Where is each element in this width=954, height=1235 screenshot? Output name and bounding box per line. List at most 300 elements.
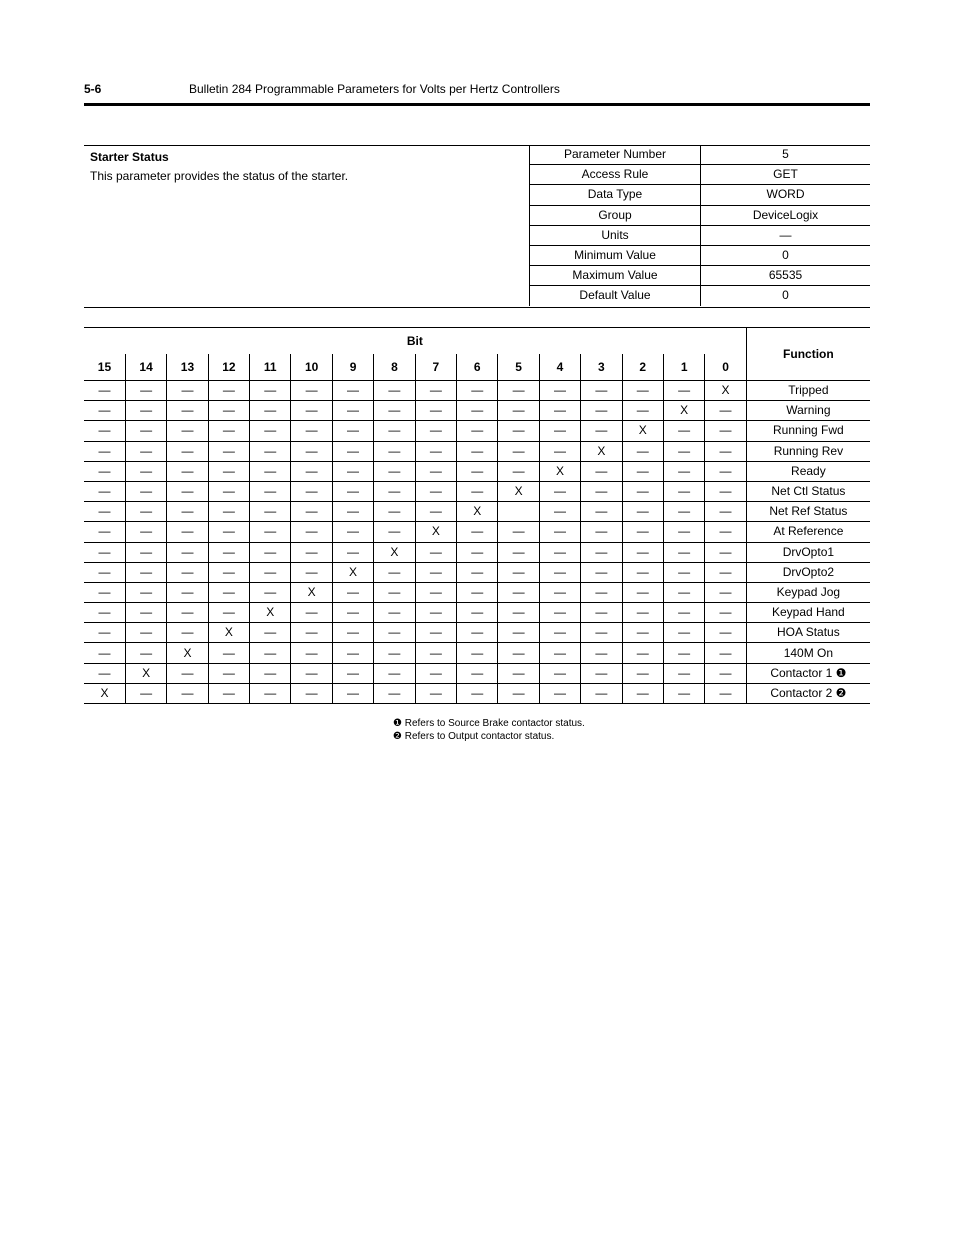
bit-cell: — — [663, 643, 704, 663]
bit-cell: X — [581, 441, 622, 461]
bit-cell: — — [457, 401, 498, 421]
footnote-1: ❶ Refers to Source Brake contactor status. — [393, 718, 585, 729]
bit-cell: — — [374, 502, 415, 522]
bit-cell: — — [498, 623, 539, 643]
property-value: 0 — [701, 245, 871, 265]
bit-cell: — — [332, 522, 373, 542]
table-row — [84, 643, 870, 663]
bit-cell: — — [84, 623, 125, 643]
property-value: GET — [701, 165, 871, 185]
bit-cell: — — [208, 441, 249, 461]
bit-cell: — — [663, 421, 704, 441]
bit-number: 11 — [250, 354, 291, 381]
property-value: DeviceLogix — [701, 205, 871, 225]
bit-cell: — — [332, 421, 373, 441]
bit-cell: — — [415, 643, 456, 663]
table-row — [84, 542, 870, 562]
bit-cell: — — [622, 623, 663, 643]
function-cell: Net Ctl Status — [746, 481, 870, 501]
bit-cell: — — [125, 461, 166, 481]
bit-cell: — — [498, 421, 539, 441]
bit-cell: — — [415, 461, 456, 481]
bit-cell: — — [125, 421, 166, 441]
property-label: Maximum Value — [530, 266, 701, 286]
bit-cell: — — [332, 381, 373, 401]
bit-cell: — — [208, 401, 249, 421]
bit-cell: — — [374, 461, 415, 481]
bit-cell: — — [539, 562, 580, 582]
footnotes — [393, 718, 585, 743]
bit-cell: — — [167, 481, 208, 501]
bit-cell: — — [539, 441, 580, 461]
table-row — [84, 381, 870, 401]
bit-cell: — — [374, 582, 415, 602]
bit-cell: — — [291, 421, 332, 441]
bit-cell: X — [374, 542, 415, 562]
bit-cell: — — [622, 663, 663, 683]
bit-cell: — — [457, 542, 498, 562]
bit-cell: — — [622, 542, 663, 562]
property-label: Default Value — [530, 286, 701, 306]
bit-cell: — — [374, 401, 415, 421]
bit-cell: — — [581, 683, 622, 703]
bit-cell: — — [84, 441, 125, 461]
bit-cell: — — [84, 461, 125, 481]
function-header: Function — [746, 328, 870, 381]
bit-cell: — — [705, 401, 746, 421]
bit-cell: — — [374, 603, 415, 623]
bit-cell: — — [250, 623, 291, 643]
bit-cell: — — [663, 542, 704, 562]
bit-cell: — — [705, 603, 746, 623]
bit-cell: — — [539, 401, 580, 421]
bit-cell: — — [125, 381, 166, 401]
bit-cell: — — [415, 381, 456, 401]
property-label: Parameter Number — [530, 145, 701, 165]
bit-cell: — — [457, 603, 498, 623]
bit-cell: — — [705, 421, 746, 441]
table-row — [84, 502, 870, 522]
bit-cell: — — [539, 643, 580, 663]
bit-cell: — — [622, 381, 663, 401]
function-cell: DrvOpto2 — [746, 562, 870, 582]
bit-cell: — — [291, 683, 332, 703]
bit-cell: — — [250, 522, 291, 542]
bit-number: 7 — [415, 354, 456, 381]
bit-cell: — — [250, 643, 291, 663]
bit-cell: — — [498, 683, 539, 703]
bit-cell: — — [125, 441, 166, 461]
bit-cell: — — [415, 481, 456, 501]
page-header — [84, 80, 870, 104]
bit-cell: — — [208, 522, 249, 542]
bit-cell: — — [457, 441, 498, 461]
property-value: 65535 — [701, 266, 871, 286]
bit-cell: X — [457, 502, 498, 522]
bit-cell: — — [332, 623, 373, 643]
function-cell: Contactor 2 ❷ — [746, 683, 870, 703]
bit-cell: — — [498, 522, 539, 542]
bit-cell: — — [84, 562, 125, 582]
bit-cell: — — [291, 663, 332, 683]
bit-cell: X — [663, 401, 704, 421]
bit-cell: — — [663, 461, 704, 481]
bit-cell: — — [167, 582, 208, 602]
parameter-description: This parameter provides the status of the starter. — [90, 169, 349, 183]
property-value: 0 — [782, 288, 789, 303]
bit-cell: — — [539, 481, 580, 501]
bit-cell: — — [415, 562, 456, 582]
bit-cell: — — [374, 441, 415, 461]
bit-cell: — — [332, 542, 373, 562]
property-row — [530, 225, 871, 245]
bit-cell: — — [622, 562, 663, 582]
parameter-properties-table — [529, 145, 870, 306]
bit-cell: — — [539, 381, 580, 401]
bit-number: 10 — [291, 354, 332, 381]
bit-number: 1 — [663, 354, 704, 381]
bit-cell: — — [663, 562, 704, 582]
bit-cell: — — [291, 401, 332, 421]
bit-cell: — — [581, 421, 622, 441]
bit-cell: — — [125, 562, 166, 582]
bit-cell: — — [581, 582, 622, 602]
function-cell: Running Rev — [746, 441, 870, 461]
bit-cell — [498, 502, 539, 522]
bit-cell: — — [581, 603, 622, 623]
bit-cell: — — [84, 542, 125, 562]
bit-cell: — — [250, 461, 291, 481]
bit-cell: — — [167, 542, 208, 562]
bit-cell: — — [539, 623, 580, 643]
bit-cell: — — [291, 522, 332, 542]
bit-cell: — — [663, 603, 704, 623]
bit-cell: — — [374, 623, 415, 643]
bit-cell: — — [498, 643, 539, 663]
bit-number: 4 — [539, 354, 580, 381]
bit-cell: — — [125, 502, 166, 522]
bit-cell: — — [84, 502, 125, 522]
bit-cell: — — [415, 623, 456, 643]
bit-cell: — — [291, 461, 332, 481]
bit-cell: — — [705, 663, 746, 683]
property-row — [530, 286, 871, 306]
bit-cell: X — [622, 421, 663, 441]
bit-cell: — — [167, 683, 208, 703]
function-cell: 140M On — [746, 643, 870, 663]
bit-cell: — — [539, 542, 580, 562]
bit-cell: — — [167, 381, 208, 401]
bit-cell: — — [663, 441, 704, 461]
bit-cell: — — [457, 562, 498, 582]
bit-cell: — — [208, 421, 249, 441]
bit-cell: — — [291, 441, 332, 461]
bit-number: 8 — [374, 354, 415, 381]
bit-cell: — — [705, 562, 746, 582]
bit-cell: — — [208, 643, 249, 663]
bit-cell: — — [374, 522, 415, 542]
bit-cell: — — [167, 421, 208, 441]
table-row — [84, 623, 870, 643]
bit-cell: X — [291, 582, 332, 602]
bit-cell: — — [498, 401, 539, 421]
bit-cell: — — [167, 663, 208, 683]
bit-cell: — — [250, 582, 291, 602]
bit-cell: — — [498, 461, 539, 481]
property-label: Group — [530, 205, 701, 225]
bit-cell: X — [705, 381, 746, 401]
function-cell: Ready — [746, 461, 870, 481]
bit-cell: — — [332, 441, 373, 461]
bit-cell: — — [498, 542, 539, 562]
bit-cell: — — [167, 441, 208, 461]
bit-number: 13 — [167, 354, 208, 381]
bit-cell: X — [498, 481, 539, 501]
table-row — [84, 441, 870, 461]
bit-cell: — — [581, 663, 622, 683]
bit-cell: — — [250, 502, 291, 522]
bit-cell: — — [167, 623, 208, 643]
bit-cell: — — [250, 481, 291, 501]
bit-cell: X — [539, 461, 580, 481]
property-value: 5 — [701, 145, 871, 165]
bit-cell: — — [291, 502, 332, 522]
bit-cell: X — [415, 522, 456, 542]
bit-cell: — — [539, 502, 580, 522]
property-row — [530, 145, 871, 165]
bit-cell: X — [125, 663, 166, 683]
bit-cell: — — [415, 421, 456, 441]
bit-cell: X — [208, 623, 249, 643]
table-row — [84, 401, 870, 421]
parameter-block — [84, 145, 870, 308]
table-row — [84, 481, 870, 501]
bit-cell: — — [705, 481, 746, 501]
bit-cell: — — [208, 461, 249, 481]
bit-cell: — — [332, 461, 373, 481]
bit-cell: — — [125, 582, 166, 602]
bit-cell: — — [663, 481, 704, 501]
bit-cell: — — [291, 603, 332, 623]
bit-cell: — — [250, 401, 291, 421]
bit-cell: — — [167, 562, 208, 582]
bit-cell: — — [705, 441, 746, 461]
property-row — [530, 185, 871, 205]
bit-cell: X — [332, 562, 373, 582]
bit-cell: — — [250, 663, 291, 683]
table-row — [84, 461, 870, 481]
bit-cell: — — [332, 401, 373, 421]
bit-cell: — — [374, 562, 415, 582]
function-cell: Contactor 1 ❶ — [746, 663, 870, 683]
bit-number: 5 — [498, 354, 539, 381]
footnote-2: ❷ Refers to Output contactor status. — [393, 730, 555, 742]
bit-cell: — — [705, 542, 746, 562]
property-label: Data Type — [530, 185, 701, 205]
table-row — [84, 663, 870, 683]
bit-cell: — — [622, 481, 663, 501]
bit-cell: — — [291, 481, 332, 501]
bit-cell: — — [374, 663, 415, 683]
bit-cell: — — [581, 502, 622, 522]
bit-cell: — — [457, 461, 498, 481]
bit-number: 3 — [581, 354, 622, 381]
bit-cell: — — [663, 663, 704, 683]
bit-cell: — — [415, 663, 456, 683]
bit-cell: — — [125, 603, 166, 623]
bit-cell: — — [622, 603, 663, 623]
bit-cell: X — [167, 643, 208, 663]
bit-cell: — — [457, 643, 498, 663]
bit-cell: — — [291, 623, 332, 643]
bit-cell: — — [125, 522, 166, 542]
bit-cell: — — [291, 643, 332, 663]
bit-cell: — — [415, 683, 456, 703]
bit-cell: X — [84, 683, 125, 703]
bit-cell: — — [167, 502, 208, 522]
bit-cell: — — [581, 401, 622, 421]
bit-cell: — — [332, 582, 373, 602]
property-row — [530, 205, 871, 225]
bit-cell: — — [663, 522, 704, 542]
bit-cell: — — [84, 401, 125, 421]
bit-cell: — — [539, 421, 580, 441]
function-cell: Net Ref Status — [746, 502, 870, 522]
property-label: Minimum Value — [530, 245, 701, 265]
bit-cell: — — [498, 441, 539, 461]
bit-cell: — — [250, 441, 291, 461]
function-cell: Tripped — [746, 381, 870, 401]
bit-cell: — — [498, 603, 539, 623]
bit-cell: — — [332, 643, 373, 663]
function-cell: HOA Status — [746, 623, 870, 643]
function-cell: DrvOpto1 — [746, 542, 870, 562]
table-row — [84, 522, 870, 542]
function-cell: Warning — [746, 401, 870, 421]
bit-cell: — — [705, 683, 746, 703]
bit-cell: — — [581, 381, 622, 401]
bit-cell: — — [415, 502, 456, 522]
function-cell: Keypad Jog — [746, 582, 870, 602]
property-value: WORD — [701, 185, 871, 205]
bit-cell: — — [332, 603, 373, 623]
bit-cell: — — [705, 522, 746, 542]
bit-cell: — — [84, 582, 125, 602]
bit-cell: — — [208, 663, 249, 683]
bit-cell: — — [539, 522, 580, 542]
property-row — [530, 266, 871, 286]
running-title: Bulletin 284 Programmable Parameters for Volts per Hertz Controllers — [189, 82, 560, 96]
function-cell: At Reference — [746, 522, 870, 542]
bit-cell: — — [250, 381, 291, 401]
bit-cell: — — [457, 421, 498, 441]
bit-cell: — — [84, 603, 125, 623]
bit-cell: — — [581, 461, 622, 481]
bit-cell: — — [208, 481, 249, 501]
bit-cell: — — [208, 502, 249, 522]
bit-cell: — — [84, 481, 125, 501]
bit-cell: — — [125, 401, 166, 421]
bit-cell: — — [581, 562, 622, 582]
bit-cell: — — [581, 623, 622, 643]
bit-cell: — — [374, 683, 415, 703]
bit-number: 6 — [457, 354, 498, 381]
bit-cell: — — [457, 522, 498, 542]
bit-cell: — — [705, 461, 746, 481]
bit-cell: — — [663, 502, 704, 522]
header-rule — [84, 103, 870, 106]
bit-number: 12 — [208, 354, 249, 381]
bit-cell: — — [705, 643, 746, 663]
table-row — [84, 421, 870, 441]
function-cell: Running Fwd — [746, 421, 870, 441]
bit-cell: — — [125, 623, 166, 643]
bit-cell: — — [84, 421, 125, 441]
bit-cell: — — [208, 582, 249, 602]
bit-cell: — — [167, 522, 208, 542]
bit-cell: — — [457, 683, 498, 703]
property-row — [530, 165, 871, 185]
property-label: Access Rule — [530, 165, 701, 185]
bit-cell: — — [539, 603, 580, 623]
bit-number: 9 — [332, 354, 373, 381]
bit-cell: — — [622, 582, 663, 602]
bit-cell: — — [622, 461, 663, 481]
bit-cell: — — [167, 603, 208, 623]
bit-cell: — — [374, 643, 415, 663]
bit-cell: — — [374, 381, 415, 401]
bit-header: Bit — [84, 328, 746, 355]
bit-cell: — — [663, 683, 704, 703]
bit-cell: — — [84, 643, 125, 663]
table-row — [84, 683, 870, 703]
bit-cell: — — [291, 542, 332, 562]
bit-cell: — — [208, 381, 249, 401]
bit-cell: — — [84, 381, 125, 401]
parameter-name: Starter Status — [90, 150, 169, 164]
property-row — [530, 245, 871, 265]
bit-cell: — — [208, 562, 249, 582]
bit-cell: — — [705, 623, 746, 643]
bit-cell: — — [498, 663, 539, 683]
bit-cell: — — [250, 562, 291, 582]
bit-cell: — — [581, 542, 622, 562]
bit-cell: — — [622, 401, 663, 421]
bit-cell: — — [457, 582, 498, 602]
bit-cell: — — [457, 481, 498, 501]
bit-cell: — — [498, 562, 539, 582]
bit-cell: — — [250, 683, 291, 703]
bit-cell: — — [84, 522, 125, 542]
bit-cell: — — [457, 663, 498, 683]
bit-cell: — — [622, 643, 663, 663]
bit-cell: — — [705, 502, 746, 522]
bit-cell: — — [705, 582, 746, 602]
bit-cell: — — [457, 381, 498, 401]
bit-cell: X — [250, 603, 291, 623]
bit-cell: — — [581, 522, 622, 542]
bit-cell: — — [125, 683, 166, 703]
bit-cell: — — [622, 522, 663, 542]
page-number: 5-6 — [84, 82, 102, 96]
bit-cell: — — [332, 502, 373, 522]
bit-cell: — — [291, 562, 332, 582]
bit-number: 15 — [84, 354, 125, 381]
bit-function-table — [84, 327, 870, 704]
bit-cell: — — [415, 542, 456, 562]
bit-cell: — — [415, 401, 456, 421]
bit-cell: — — [498, 582, 539, 602]
